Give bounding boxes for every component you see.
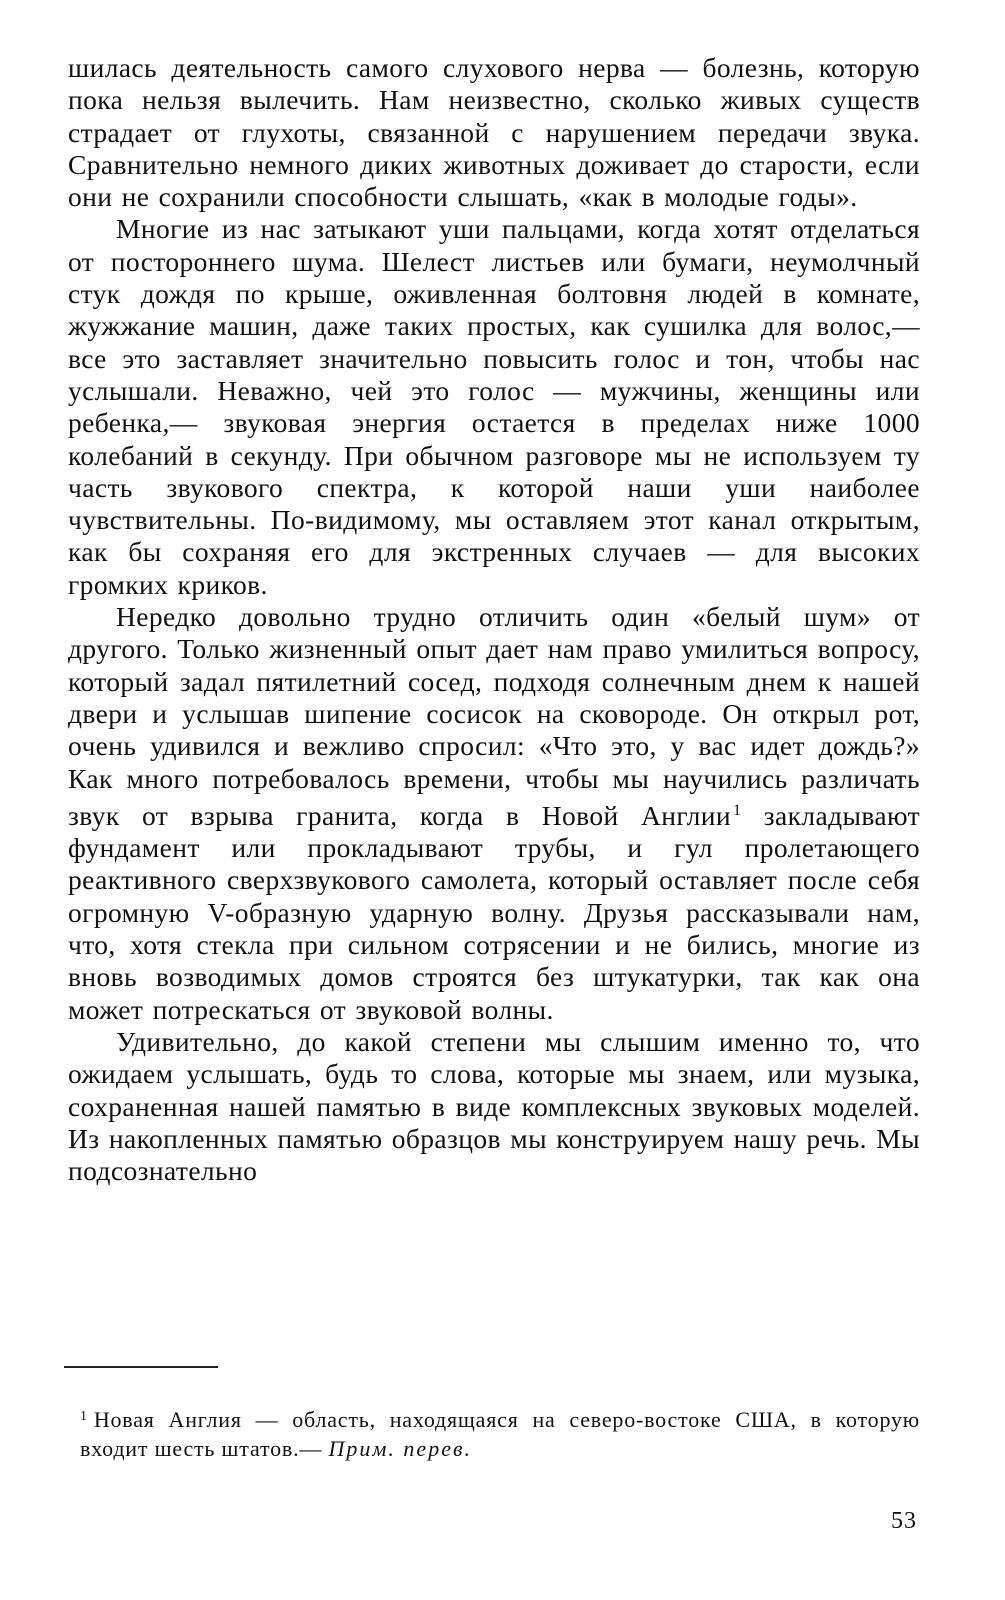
paragraph-3 — [68, 601, 920, 1026]
footnote-reference[interactable]: 1 — [732, 801, 742, 819]
paragraph-4: Удивительно, до какой степени мы слышим именно то, что ожидаем услышать, будь то слова, которые мы знаем, или музыка, сохраненная нашей памятью в виде комплексных звуковых моделей. Из накопленных памятью образцов мы конструируем нашу речь. Мы подсознательно — [68, 1025, 920, 1187]
paragraph-3-text-a: Нередко довольно трудно отличить один «белый шум» от другого. Только жизненный опыт дает нам право умилиться вопросу, который задал пятилетний сосед, подходя солнечным днем к нашей двери и услышав шипение сосисок на сковороде. Он открыл рот, очень удивился и вежливо спросил: «Что это, у вас идет дождь?» Как много потребовалось времени, чтобы мы научились различать звук от взрыва гранита, когда в Новой Англии — [68, 601, 920, 831]
paragraph-2: Многие из нас затыкают уши пальцами, когда хотят отделаться от постороннего шума. Шелест листьев или бумаги, неумолчный стук дождя по крыше, оживленная болтовня людей в комнате, жужжание машин, даже таких простых, как сушилка для волос,— все это заставляет значительно повысить голос и тон, чтобы нас услышали. Неважно, чей это голос — мужчины, женщины или ребенка,— звуковая энергия остается в пределах ниже 1000 колебаний в секунду. При обычном разговоре мы не используем ту часть звукового спектра, к которой наши уши наиболее чувствительны. По-видимому, мы оставляем этот канал открытым, как бы сохраняя его для экстренных случаев — для высоких громких криков. — [68, 213, 920, 600]
footnote-marker: 1 — [80, 1409, 88, 1424]
footnote-text: Новая Англия — область, находящаяся на северо-востоке США, в которую входит шесть штатов.— — [80, 1407, 920, 1461]
page-number: 53 — [891, 1508, 917, 1534]
page-body — [68, 52, 920, 1187]
translator-note-mark: Прим. перев. — [328, 1436, 473, 1461]
footnote-divider — [64, 1366, 218, 1368]
footnote — [80, 1402, 920, 1463]
paragraph-3-text-b: закладывают фундамент или прокладывают трубы, и гул пролетающего реактивного сверхзвукового самолета, который оставляет после себя огромную V-образную ударную волну. Друзья рассказывали нам, что, хотя стекла при сильном сотрясении и не бились, многие из вновь возводимых домов строятся без штукатурки, так как она может потрескаться от звуковой волны. — [68, 799, 920, 1025]
paragraph-1: шилась деятельность самого слухового нерва — болезнь, которую пока нельзя вылечить. Нам неизвестно, сколько живых существ страдает от глухоты, связанной с нарушением передачи звука. Сравнительно немного диких животных доживает до старости, если они не сохранили способности слышать, «как в молодые годы». — [68, 52, 920, 213]
